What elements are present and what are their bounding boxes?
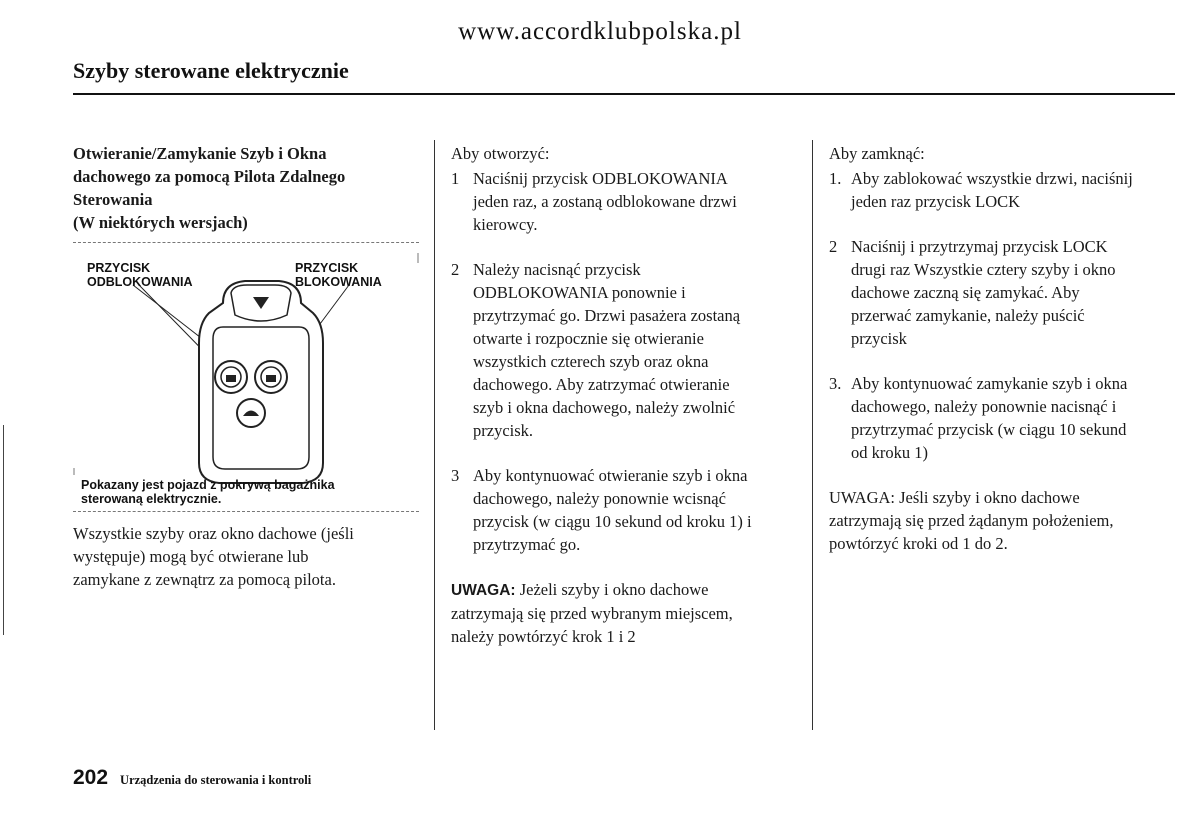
step-text [851, 167, 1164, 213]
step-line: ODBLOKOWANIA ponownie i [473, 283, 686, 302]
note-line: zatrzymają się przed żądanym położeniem, [829, 511, 1114, 530]
note-line: należy powtórzyć krok 1 i 2 [451, 627, 636, 646]
page-edge-line [3, 425, 4, 635]
heading-line: Sterowania [73, 190, 153, 209]
column-left [73, 142, 393, 591]
note-label: UWAGA: [451, 582, 516, 599]
remote-description [73, 522, 393, 591]
heading-line: (W niektórych wersjach) [73, 213, 248, 232]
note-line: zatrzymają się przed wybranym miejscem, [451, 604, 733, 623]
open-note [451, 578, 796, 648]
paragraph-line: zamykane z zewnątrz za pomocą pilota. [73, 570, 336, 589]
unlock-button-label [87, 261, 193, 289]
step-line: Aby kontynuować zamykanie szyb i okna [851, 374, 1128, 393]
step-number: 3 [451, 466, 460, 485]
heading-line: Otwieranie/Zamykanie Szyb i Okna [73, 144, 327, 163]
step-text [473, 167, 796, 236]
step-line: przytrzymać go. [473, 535, 581, 554]
close-step [829, 235, 1164, 350]
note-line: Jeżeli szyby i okno dachowe [515, 580, 709, 599]
step-line: Należy nacisnąć przycisk [473, 260, 641, 279]
column-middle [451, 142, 796, 648]
column-divider-1 [434, 140, 435, 730]
close-note [829, 486, 1164, 555]
step-number: 2 [451, 260, 460, 279]
step-line: otwarte i rozpocznie się otwieranie [473, 329, 704, 348]
step-text [473, 464, 796, 556]
step-number: 1 [451, 169, 460, 188]
step-line: wszystkich czterech szyb oraz okna [473, 352, 709, 371]
unlock-label-line: PRZYCISK [87, 261, 151, 275]
step-line: Naciśnij przycisk ODBLOKOWANIA [473, 169, 728, 188]
figure-caption [81, 478, 335, 506]
step-text [851, 372, 1164, 464]
unlock-label-line: ODBLOKOWANIA [87, 275, 193, 289]
step-number: 2 [829, 237, 838, 256]
step-line: dachowego, należy ponownie nacisnąć i [851, 397, 1117, 416]
header-rule [73, 93, 1175, 95]
step-line: przycisk. [473, 421, 534, 440]
column-divider-2 [812, 140, 813, 730]
section-title: Szyby sterowane elektrycznie [73, 58, 349, 83]
footer-section-label: Urządzenia do sterowania i kontroli [120, 773, 312, 787]
lock-label-line: PRZYCISK [295, 261, 359, 275]
step-number: 3. [829, 374, 842, 393]
close-step [829, 372, 1164, 464]
lock-button-label [295, 261, 382, 289]
step-line: przytrzymać przycisk (w ciągu 10 sekund [851, 420, 1127, 439]
column-right [829, 142, 1164, 555]
step-line: Naciśnij i przytrzymaj przycisk LOCK [851, 237, 1108, 256]
step-line: Aby kontynuować otwieranie szyb i okna [473, 466, 748, 485]
unlock-padlock-icon [226, 375, 236, 382]
paragraph-line: występuje) mogą być otwierane lub [73, 547, 309, 566]
page-number: 202 [73, 766, 109, 789]
open-intro: Aby otworzyć: [451, 144, 550, 163]
close-step [829, 167, 1164, 213]
step-text [851, 235, 1164, 350]
step-line: drugi raz Wszystkie cztery szyby i okno [851, 260, 1116, 279]
lock-padlock-icon [266, 375, 276, 382]
page-footer [73, 766, 311, 790]
step-line: kierowcy. [473, 215, 538, 234]
note-line: UWAGA: Jeśli szyby i okno dachowe [829, 488, 1080, 507]
note-line: powtórzyć kroki od 1 do 2. [829, 534, 1008, 553]
step-line: szyb i okna dachowego, należy zwolnić [473, 398, 736, 417]
step-line: jeden raz przycisk LOCK [851, 192, 1021, 211]
remote-key-figure [73, 242, 419, 512]
watermark-url: www.accordklubpolska.pl [458, 18, 742, 45]
heading-line: dachowego za pomocą Pilota Zdalnego [73, 167, 346, 186]
step-line: przycisk [851, 329, 907, 348]
step-line: przerwać zamykanie, należy puścić [851, 306, 1085, 325]
open-step [451, 464, 796, 556]
caption-line: sterowaną elektrycznie. [81, 492, 222, 506]
step-number: 1. [829, 169, 842, 188]
open-step [451, 258, 796, 442]
step-line: Aby zablokować wszystkie drzwi, naciśnij [851, 169, 1133, 188]
caption-line: Pokazany jest pojazd z pokrywą bagażnika [81, 478, 335, 492]
step-line: dachowe zaczną się zamykać. Aby [851, 283, 1080, 302]
open-step [451, 167, 796, 236]
step-text [473, 258, 796, 442]
paragraph-line: Wszystkie szyby oraz okno dachowe (jeśli [73, 524, 354, 543]
step-line: od kroku 1) [851, 443, 928, 462]
close-intro: Aby zamknąć: [829, 144, 925, 163]
step-line: jeden raz, a zostaną odblokowane drzwi [473, 192, 737, 211]
step-line: przytrzymać go. Drzwi pasażera zostaną [473, 306, 741, 325]
remote-section-heading [73, 142, 393, 234]
lock-label-line: BLOKOWANIA [295, 275, 382, 289]
step-line: przycisk (w ciągu 10 sekund od kroku 1) i [473, 512, 752, 531]
step-line: dachowego, należy ponownie wcisnąć [473, 489, 726, 508]
step-line: dachowego. Aby zatrzymać otwieranie [473, 375, 730, 394]
